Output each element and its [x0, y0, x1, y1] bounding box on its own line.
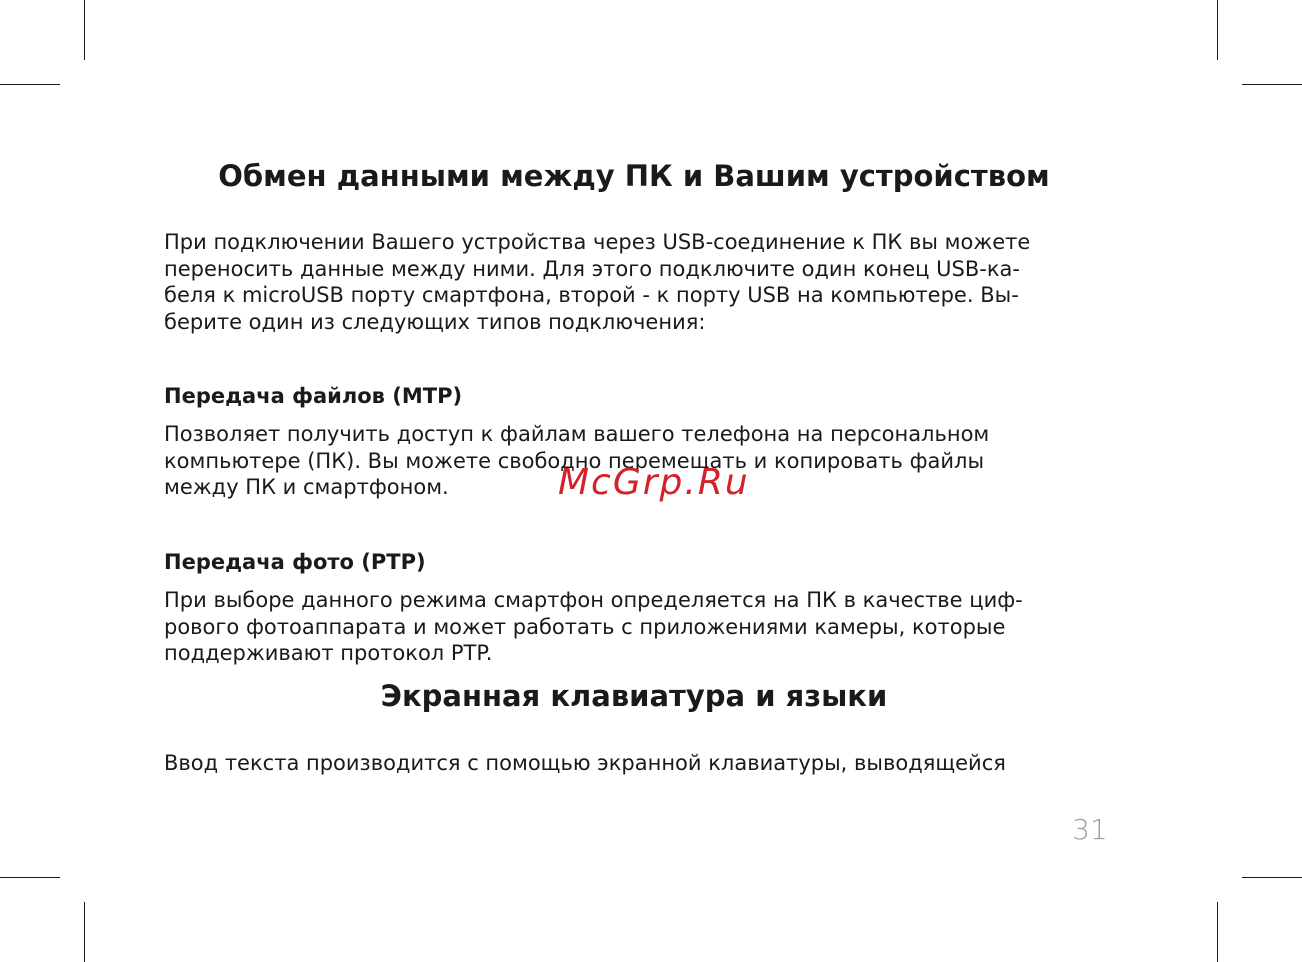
crop-mark-bottom-left-horizontal [0, 877, 60, 878]
watermark: McGrp.Ru [558, 462, 750, 503]
page-number: 31 [1072, 813, 1108, 846]
intro-paragraph: При подключении Вашего устройства через USB-соединение к ПК вы можете переносить данные между ними. Для этого подключите один конец USB-ка- беля к microUSB порту смартфона, второй - к порту USB на компьютере. Вы- берите один из следующих типов подключения: [164, 230, 1031, 334]
ptp-heading: Передача фото (PTP) [164, 550, 426, 574]
crop-mark-top-left-horizontal [0, 84, 60, 85]
crop-mark-top-right-vertical [1217, 0, 1218, 60]
ptp-paragraph: При выборе данного режима смартфон определяется на ПК в качестве циф- рового фотоаппарата и может работать с приложениями камеры, которые поддерживают протокол PTP. [164, 588, 1023, 666]
crop-mark-bottom-right-horizontal [1242, 877, 1302, 878]
mtp-paragraph: Позволяет получить доступ к файлам вашего телефона на персональном компьютере (ПК). Вы можете свободно перемещать и копировать файлы между ПК и смартфоном. [164, 422, 990, 500]
section-title-data-exchange: Обмен данными между ПК и Вашим устройством [218, 159, 1050, 193]
crop-mark-bottom-right-vertical [1217, 902, 1218, 962]
section-title-keyboard: Экранная клавиатура и языки [380, 679, 888, 713]
crop-mark-top-left-vertical [84, 0, 85, 60]
mtp-heading: Передача файлов (MTP) [164, 384, 463, 408]
crop-mark-bottom-left-vertical [84, 902, 85, 962]
crop-mark-top-right-horizontal [1242, 84, 1302, 85]
keyboard-paragraph: Ввод текста производится с помощью экранной клавиатуры, выводящейся [164, 751, 1006, 775]
